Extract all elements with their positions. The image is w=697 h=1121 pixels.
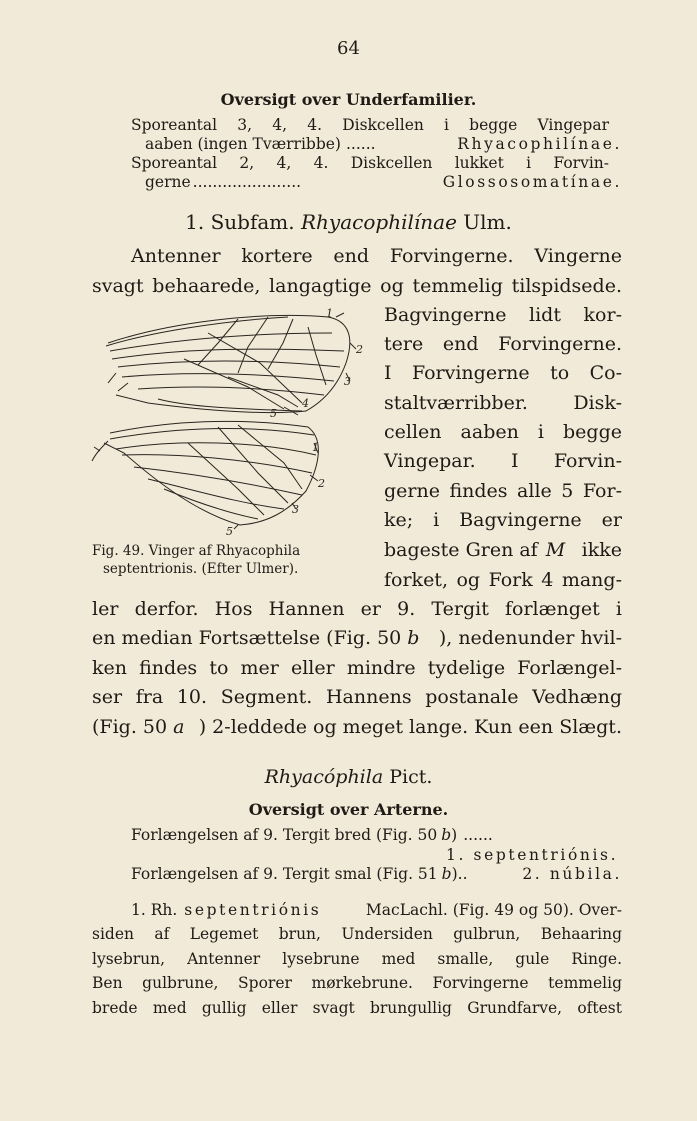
species-name: septentriónis [184,901,322,919]
species-line: 1. Rh. septentriónis MacLachl. (Fig. 49 og 50). Over- [131,898,622,923]
key-result: Rhyacophilínae. [457,135,622,153]
key-result: Glossosomatínae. [442,173,622,191]
figure-caption: Fig. 49. Vinger af Rhyacophila septentrionis. (Efter Ulmer). [92,543,301,577]
key-text: gerne [145,173,191,191]
subfamily-title: 1. Subfam. Rhyacophilínae Ulm. [185,210,512,234]
subfamily-key-line [145,135,622,154]
species-key-line: Forlængelsen af 9. Tergit bred (Fig. 50 b ) ...... [131,826,493,844]
description-line: ler derfor. Hos Hannen er 9. Tergit forlænget i [92,598,622,620]
wing-venation-figure [88,303,378,543]
description-line: cellen aaben i begge [384,421,622,443]
species-line: Ben gulbrune, Sporer mørkebrune. Forvingerne temmelig [92,974,622,992]
subfamily-key-line: Sporeantal 2, 4, 4. Diskcellen lukket i Forvin- [131,154,609,172]
species-key-result: 1. septentriónis. [446,846,619,864]
hind-label: 3 [292,503,299,516]
description-line: tere end Forvingerne. [384,333,622,355]
fore-label: 2 [356,343,363,356]
description-line: Bagvingerne lidt kor- [384,304,622,326]
hind-label: 2 [318,477,325,490]
genus-title: Rhyacóphila Pict. [264,766,433,788]
fore-label: 4 [302,397,309,410]
description-line: ke; i Bagvingerne er [384,509,622,531]
description-line: Vingepar. I Forvin- [384,450,622,472]
key-dots: ...................... [192,173,302,191]
description-line: en median Fortsættelse (Fig. 50 b ), nedenunder hvil- [92,627,622,649]
description-line: bageste Gren af M ikke [384,539,622,561]
key-text: aaben (ingen Tværribbe) [145,135,341,153]
description-line: staltværribber. Disk- [384,392,622,414]
description-line: svagt behaarede, langagtige og temmelig tilspidsede. [92,275,622,297]
description-line: gerne findes alle 5 For- [384,480,622,502]
description-line: (Fig. 50 a ) 2-leddede og meget lange. Kun een Slægt. [92,716,622,738]
species-key-line: Forlængelsen af 9. Tergit smal (Fig. 51 b ).. 2. núbila. [131,865,622,883]
subfamily-key-heading: Oversigt over Underfamilier. [220,90,477,109]
description-line: Antenner kortere end Forvingerne. Vingerne [131,245,622,267]
species-line: siden af Legemet brun, Undersiden gulbrun, Behaaring [92,925,622,943]
genus-name: Rhyacóphila [264,766,384,788]
description-line: ken findes to mer eller mindre tydelige Forlængel- [92,657,622,679]
subfamily-key-line [145,173,622,192]
fore-label: 1 [326,307,333,320]
page-number: 64 [337,38,360,59]
species-line: brede med gullig eller svagt brungullig Grundfarve, oftest [92,999,622,1017]
subfamily-name: Rhyacophilínae [300,210,457,234]
hind-label: 5 [226,525,233,538]
hind-label: 1 [312,441,319,454]
key-dots: ...... [345,135,376,153]
fore-label: 3 [344,375,351,388]
subfamily-key-line: Sporeantal 3, 4, 4. Diskcellen i begge Vingepar [131,116,609,134]
fore-label: 5 [270,407,277,420]
description-line: I Forvingerne to Co- [384,362,622,384]
species-key-heading: Oversigt over Arterne. [248,800,449,819]
species-line: lysebrun, Antenner lysebrune med smalle, gule Ringe. [92,950,622,968]
description-line: ser fra 10. Segment. Hannens postanale Vedhæng [92,686,622,708]
description-line: forket, og Fork 4 mang- [384,569,622,591]
